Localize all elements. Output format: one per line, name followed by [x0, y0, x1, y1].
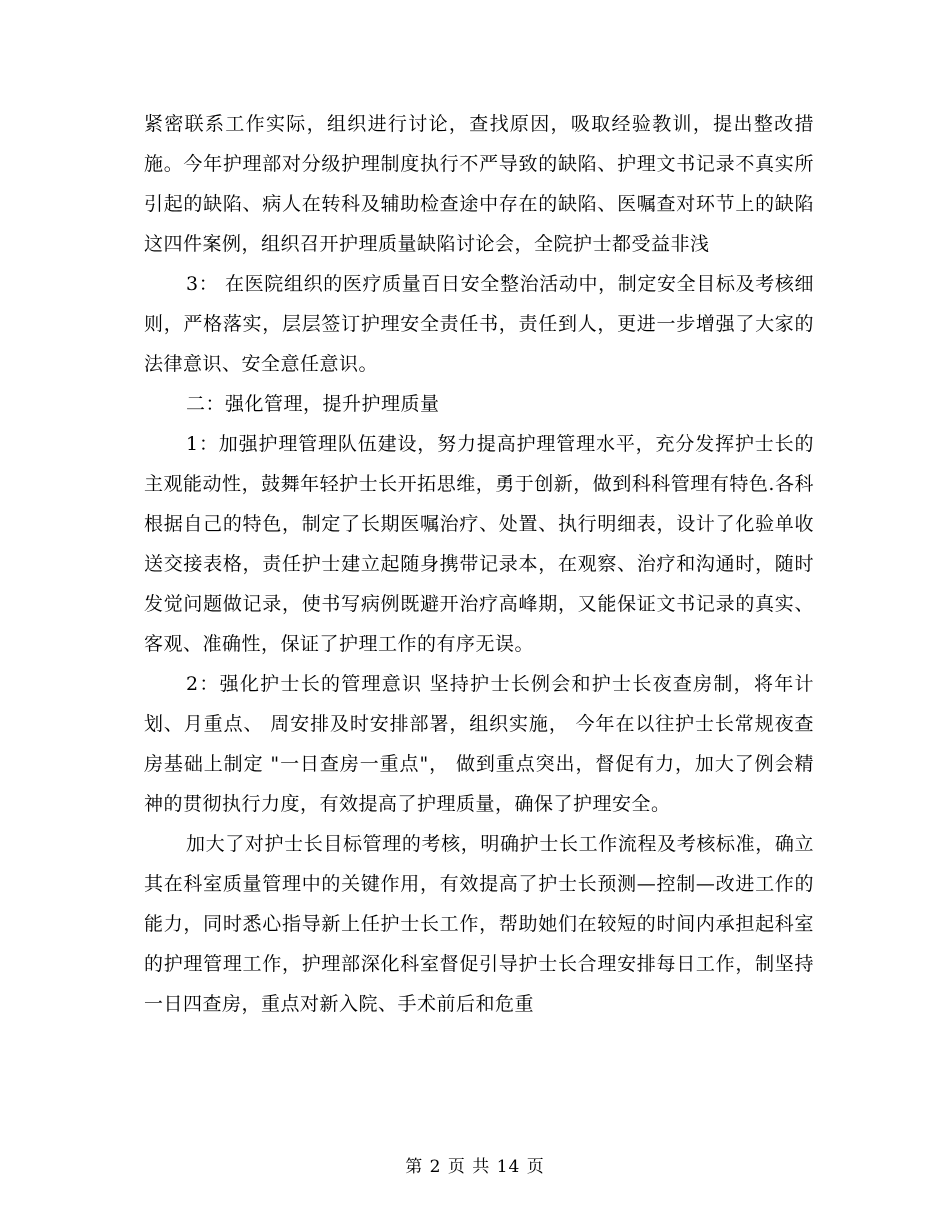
page-number: 第 2 页 共 14 页: [405, 1157, 545, 1177]
paragraph-1: 紧密联系工作实际，组织进行讨论，查找原因，吸取经验教训，提出整改措施。今年护理部对分级护理制度执行不严导致的缺陷、护理文书记录不真实所引起的缺陷、病人在转科及辅助检查途中存在的缺陷、医嘱查对环节上的缺陷这四件案例，组织召开护理质量缺陷讨论会，全院护士都受益非浅: [144, 113, 814, 255]
paragraph-2: 3： 在医院组织的医疗质量百日安全整治活动中，制定安全目标及考核细则，严格落实，层层签订护理安全责任书，责任到人，更进一步增强了大家的法律意识、安全意任意识。: [144, 273, 814, 375]
paragraph-3: 1：加强护理管理队伍建设，努力提高护理管理水平，充分发挥护士长的主观能动性，鼓舞年轻护士长开拓思维，勇于创新，做到科科管理有特色.各科根据自己的特色，制定了长期医嘱治疗、处置、执行明细表，设计了化验单收送交接表格，责任护士建立起随身携带记录本，在观察、治疗和沟通时，随时发觉问题做记录，使书写病例既避开治疗高峰期，又能保证文书记录的真实、客观、准确性，保证了护理工作的有序无误。: [144, 433, 814, 655]
paragraph-4: 2：强化护士长的管理意识 坚持护士长例会和护士长夜查房制，将年计划、月重点、 周安排及时安排部署，组织实施， 今年在以往护士长常规夜查房基础上制定 "一日查房一重点"， 做到重点突出，督促有力，加大了例会精神的贯彻执行力度，有效提高了护理质量，确保了护理安全。: [144, 673, 814, 815]
document-body: [144, 104, 814, 1024]
paragraph-5: 加大了对护士长目标管理的考核，明确护士长工作流程及考核标准，确立其在科室质量管理中的关键作用，有效提高了护士长预测—控制—改进工作的能力，同时悉心指导新上任护士长工作，帮助她们在较短的时间内承担起科室的护理管理工作，护理部深化科室督促引导护士长合理安排每日工作，制坚持一日四查房，重点对新入院、手术前后和危重: [144, 833, 814, 1015]
section-heading: 二：强化管理，提升护理质量: [186, 393, 440, 415]
